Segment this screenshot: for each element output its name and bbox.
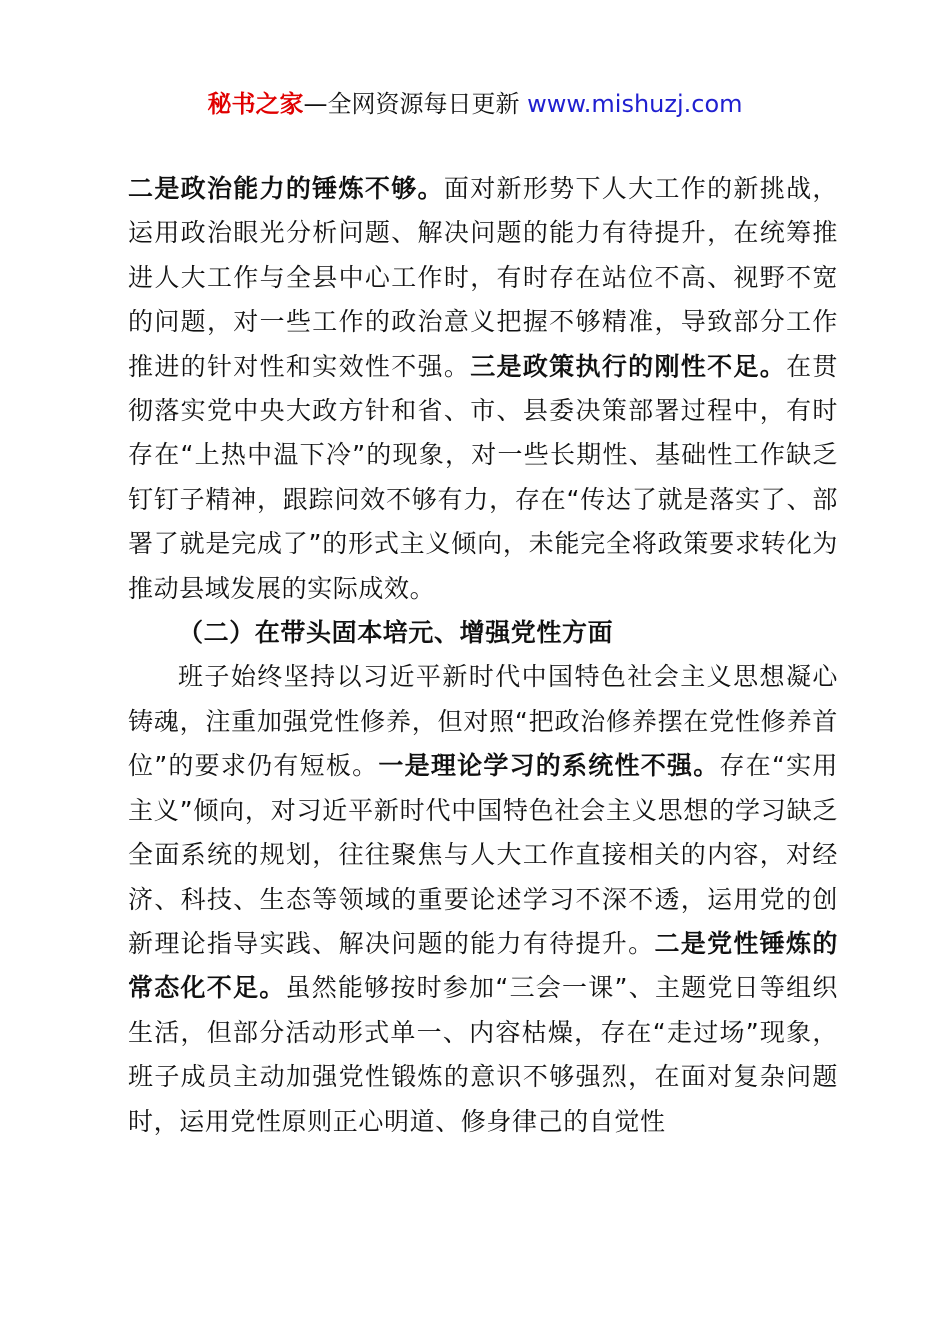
paragraph-text: 虽然能够按时参加“三会一课”、主题党日等组织生活，但部分活动形式单一、内容枯燥，存在“走过场”现象，班子成员主动加强党性锻炼的意识不够强烈，在面对复杂问题时，运用党性原则正心明道、修身律己的自觉性 [128, 973, 838, 1136]
header-tagline: —全网资源每日更新 [303, 90, 528, 118]
paragraph-political-ability [128, 167, 838, 611]
paragraph-text: 面对新形势下人大工作的新挑战，运用政治眼光分析问题、解决问题的能力有待提升，在统筹推进人大工作与全县中心工作时，有时存在站位不高、视野不宽的问题，对一些工作的政治意义把握不够精准，导致部分工作推进的针对性和实效性不强。 [128, 174, 838, 381]
page-header [0, 86, 950, 122]
point-heading-theory-study: 一是理论学习的系统性不强。 [378, 751, 720, 781]
section-heading: （二）在带头固本培元、增强党性方面 [178, 618, 614, 648]
point-heading-party-training: 二是党性锤炼的常态化不足。 [128, 928, 838, 1003]
document-body [128, 167, 838, 1144]
paragraph-text: 班子始终坚持以习近平新时代中国特色社会主义思想凝心铸魂，注重加强党性修养，但对照“把政治修养摆在党性修养首位”的要求仍有短板。 [128, 662, 838, 781]
site-url-link[interactable]: www.mishuzj.com [527, 90, 743, 118]
paragraph-text: 存在“实用主义”倾向，对习近平新时代中国特色社会主义思想的学习缺乏全面系统的规划，往往聚焦与人大工作直接相关的内容，对经济、科技、生态等领域的重要论述学习不深不透，运用党的创新理论指导实践、解决问题的能力有待提升。 [128, 751, 838, 958]
paragraph-party-spirit [128, 655, 838, 1143]
point-heading-political-ability: 二是政治能力的锤炼不够。 [128, 174, 444, 203]
brand-name: 秘书之家 [207, 90, 304, 118]
paragraph-text: 在贯彻落实党中央大政方针和省、市、县委决策部署过程中，有时存在“上热中温下冷”的现象，对一些长期性、基础性工作缺乏钉钉子精神，跟踪问效不够有力，存在“传达了就是落实了、部署了就是完成了”的形式主义倾向，未能完全将政策要求转化为推动县域发展的实际成效。 [128, 351, 839, 603]
point-heading-policy-execution: 三是政策执行的刚性不足。 [470, 351, 787, 381]
